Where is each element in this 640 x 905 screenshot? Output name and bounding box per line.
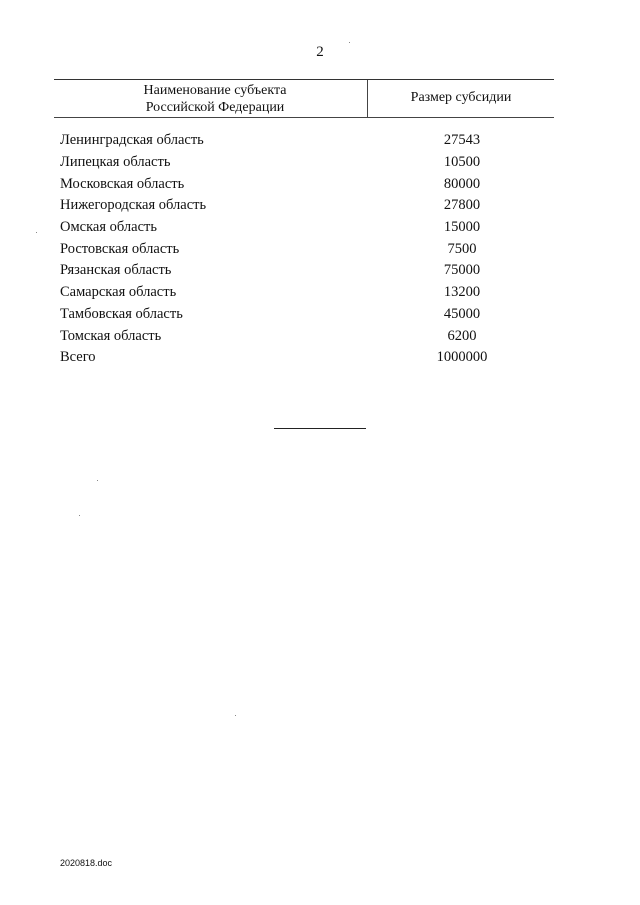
table-header-bottom-rule: [54, 117, 554, 118]
subsidy-amount: 6200: [447, 327, 477, 344]
column-header-subject-line2: Российской Федерации: [145, 100, 285, 115]
region-name: Липецкая область: [60, 154, 171, 171]
table-row: [60, 325, 540, 347]
table-row: [60, 282, 540, 304]
table-row: [60, 173, 540, 195]
subsidy-amount: 45000: [443, 305, 481, 322]
table-row: [60, 152, 540, 174]
table-row: [60, 195, 540, 217]
column-header-subsidy: Размер субсидии: [410, 90, 512, 105]
total-amount: 1000000: [436, 349, 488, 366]
region-name: Тамбовская область: [60, 305, 183, 322]
region-name: Нижегородская область: [60, 197, 207, 214]
subsidy-amount: 15000: [443, 219, 481, 236]
column-header-subject: [110, 82, 320, 116]
scan-speck: [97, 480, 98, 481]
subsidy-amount: 10500: [443, 154, 481, 171]
table-row: [60, 130, 540, 152]
table-row: [60, 217, 540, 239]
subsidy-amount: 75000: [443, 262, 481, 279]
region-name: Томская область: [60, 327, 162, 344]
table-row-total: [60, 347, 540, 369]
table-header-top-rule: [54, 79, 554, 80]
table-row: [60, 238, 540, 260]
scan-speck: [36, 232, 37, 233]
table-row: [60, 304, 540, 326]
page-number: 2: [316, 44, 324, 60]
region-name: Ленинградская область: [60, 132, 204, 149]
region-name: Ростовская область: [60, 240, 180, 257]
region-name: Самарская область: [60, 284, 177, 301]
table-row: [60, 260, 540, 282]
scan-speck: [79, 515, 80, 516]
subsidy-amount: 27543: [443, 132, 481, 149]
region-name: Рязанская область: [60, 262, 172, 279]
column-header-subject-line1: Наименование субъекта: [143, 83, 287, 98]
subsidy-amount: 80000: [443, 175, 481, 192]
end-of-document-rule: [274, 428, 366, 429]
scan-speck: [235, 715, 236, 716]
region-name: Московская область: [60, 175, 185, 192]
subsidy-amount: 13200: [443, 284, 481, 301]
subsidy-amount: 27800: [443, 197, 481, 214]
region-name: Омская область: [60, 219, 157, 236]
subsidy-amount: 7500: [447, 240, 477, 257]
total-label: Всего: [60, 349, 96, 366]
subsidy-table: [60, 130, 540, 369]
scan-speck: [349, 42, 350, 43]
file-name: 2020818.doc: [60, 858, 113, 868]
